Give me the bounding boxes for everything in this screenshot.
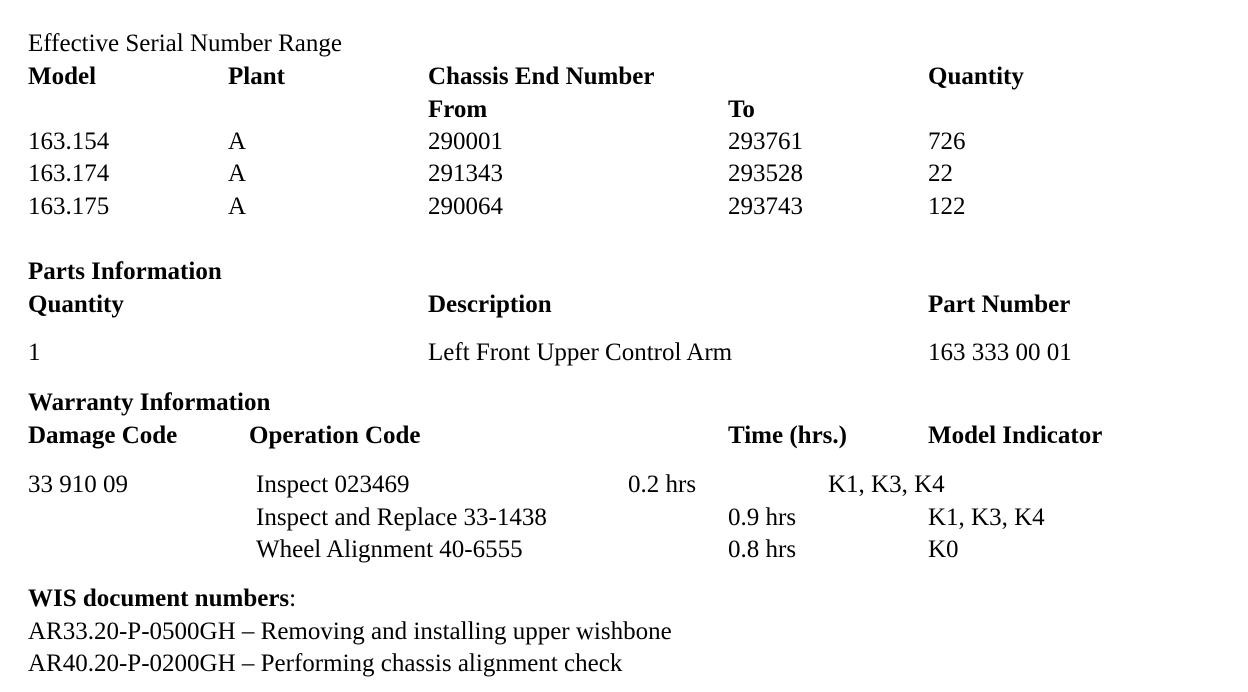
parts-row-description: Left Front Upper Control Arm — [428, 339, 733, 366]
serial-row-quantity: 726 — [928, 128, 966, 155]
serial-range-title: Effective Serial Number Range — [28, 30, 343, 57]
warranty-row-operation: Inspect 023469 — [256, 471, 410, 498]
wis-document: AR33.20-P-0500GH – Removing and installing upper wishbone — [28, 618, 672, 645]
warranty-row-operation: Wheel Alignment 40-6555 — [256, 536, 523, 563]
parts-title: Parts Information — [28, 258, 222, 285]
serial-row-quantity: 22 — [928, 160, 953, 187]
parts-row-quantity: 1 — [28, 339, 41, 366]
warranty-row-model-indicator: K1, K3, K4 — [928, 504, 1045, 531]
parts-header-quantity: Quantity — [28, 291, 124, 318]
warranty-header-operation-code: Operation Code — [249, 422, 421, 449]
parts-row-part-number: 163 333 00 01 — [928, 339, 1072, 366]
warranty-title: Warranty Information — [28, 389, 271, 416]
serial-row-model: 163.154 — [28, 128, 110, 155]
serial-row-from: 291343 — [428, 160, 503, 187]
serial-row-from: 290001 — [428, 128, 503, 155]
parts-header-description: Description — [428, 291, 552, 318]
wis-title: WIS document numbers — [28, 585, 290, 612]
header-plant: Plant — [228, 63, 285, 90]
serial-row-model: 163.175 — [28, 193, 110, 220]
serial-row-to: 293743 — [728, 193, 803, 220]
serial-row-plant: A — [228, 128, 247, 155]
wis-title-line — [28, 586, 296, 611]
warranty-header-time: Time (hrs.) — [728, 422, 847, 449]
warranty-header-damage-code: Damage Code — [28, 422, 178, 449]
header-quantity: Quantity — [928, 63, 1024, 90]
wis-document: AR40.20-P-0200GH – Performing chassis alignment check — [28, 650, 623, 677]
parts-header-part-number: Part Number — [928, 291, 1071, 318]
warranty-row-damage-code: 33 910 09 — [28, 471, 128, 498]
warranty-row-time: 0.9 hrs — [728, 504, 797, 531]
warranty-row-operation: Inspect and Replace 33-1438 — [256, 504, 547, 531]
warranty-row-time: 0.2 hrs — [628, 471, 697, 498]
header-to: To — [728, 96, 755, 123]
warranty-row-model-indicator: K0 — [928, 536, 959, 563]
serial-row-from: 290064 — [428, 193, 503, 220]
wis-title-colon: : — [289, 585, 297, 612]
warranty-row-model-indicator: K1, K3, K4 — [828, 471, 945, 498]
serial-row-plant: A — [228, 160, 247, 187]
serial-row-plant: A — [228, 193, 247, 220]
warranty-header-model-indicator: Model Indicator — [928, 422, 1103, 449]
header-model: Model — [28, 63, 97, 90]
header-from: From — [428, 96, 488, 123]
serial-row-to: 293761 — [728, 128, 803, 155]
warranty-row-time: 0.8 hrs — [728, 536, 797, 563]
serial-row-to: 293528 — [728, 160, 803, 187]
serial-row-model: 163.174 — [28, 160, 110, 187]
serial-row-quantity: 122 — [928, 193, 966, 220]
header-chassis-end-number: Chassis End Number — [428, 63, 655, 90]
